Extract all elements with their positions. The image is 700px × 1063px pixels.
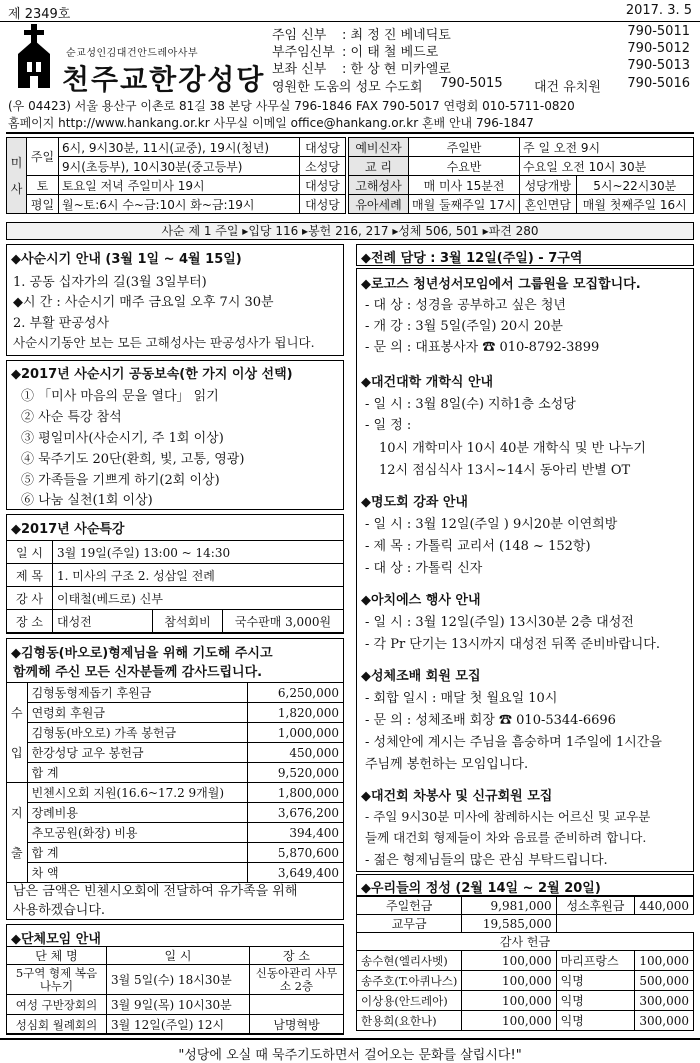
issue-number: 제 2349호	[8, 7, 71, 22]
finance-item: 합 계	[27, 763, 247, 783]
class-name: 수요반	[409, 157, 520, 176]
donor-name: 익명	[556, 971, 635, 991]
field-value: 이태철(베드로) 신부	[53, 587, 344, 610]
schedule-time: 월~토:6시 수~금:10시 화~금:19시	[59, 195, 300, 214]
confession-label: 고해성사	[349, 176, 409, 195]
list-item: ④ 묵주기도 20단(환희, 빛, 고통, 영광)	[21, 452, 245, 467]
field-label: 제 목	[7, 564, 53, 587]
donor-amount: 300,000	[635, 1011, 694, 1031]
group-place: 신동아관리 사무소 2층	[250, 965, 344, 995]
notice-line: - 성체안에 계시는 주님을 흠숭하며 1주일에 1시간을	[365, 735, 662, 750]
notice-title: ◆대건회 차봉사 및 신규회원 모집	[361, 789, 553, 804]
schedule-place: 대성당	[300, 176, 346, 195]
sacrament-schedule	[348, 137, 694, 214]
class-name: 주일반	[409, 138, 520, 157]
notice-line: 들께 대건회 형제들이 차와 음료를 준비하려 합니다.	[365, 830, 647, 845]
baptism-time: 매월 둘째주일 17시	[409, 195, 520, 214]
notice-line: 주님께 봉헌하는 모임입니다.	[365, 757, 529, 772]
class-time: 수요일 오전 10시 30분	[520, 157, 694, 176]
offering-amount: 440,000	[635, 897, 694, 915]
confession-time: 매 미사 15분전	[409, 176, 520, 195]
field-label: 강 사	[7, 587, 53, 610]
notice-line: - 일 정 :	[365, 418, 412, 433]
finance-amount: 1,000,000	[248, 723, 344, 743]
finance-amount: 1,820,000	[248, 703, 344, 723]
baptism-label: 유아세례	[349, 195, 409, 214]
contact-line: 홈페이지 http://www.hankang.or.kr 사무실 이메일 office@hankang.or.kr 혼배 안내 796-1847	[8, 116, 534, 130]
issue-header	[0, 0, 700, 22]
sisters-phone: 790-5015	[440, 76, 503, 91]
section-title: ◆2017년 사순특강	[11, 522, 125, 537]
donor-name: 익명	[556, 1011, 635, 1031]
notice-line: - 문 의 : 대표봉사자 ☎ 010-8792-3899	[365, 340, 600, 355]
catechism-label: 교 리	[349, 157, 409, 176]
list-item: ② 사순 특강 참석	[21, 410, 122, 425]
notice-line: 12시 점심식사 13시~14시 동아리 반별 OT	[379, 463, 631, 478]
notice-title: ◆아치에스 행사 안내	[361, 593, 481, 608]
staff-role: 주임 신부	[272, 28, 327, 43]
offering-section	[356, 874, 694, 896]
catechism-label: 예비신자	[349, 138, 409, 157]
finance-item: 김형동(바오로) 가족 봉헌금	[27, 723, 247, 743]
expense-label: 지출	[7, 783, 28, 883]
notice-line: - 젊은 형제님들의 많은 관심 부탁드립니다.	[365, 853, 608, 868]
mass-label: 미사	[7, 138, 27, 214]
field-label: 장 소	[7, 610, 53, 633]
donor-name: 익명	[556, 991, 635, 1011]
donor-name: 송수현(엘리사벳)	[357, 951, 462, 971]
church-open-label: 성당개방	[520, 176, 576, 195]
schedule-day: 토	[27, 176, 59, 195]
marriage-time: 매월 첫째주일 16시	[576, 195, 693, 214]
schedule-place: 대성당	[300, 195, 346, 214]
donor-amount: 500,000	[635, 971, 694, 991]
finance-item: 한강성당 교우 봉헌금	[27, 743, 247, 763]
kindergarten-name: 대건 유치원	[534, 80, 601, 95]
address-line: (우 04423) 서울 용산구 이촌로 81길 38 본당 사무실 796-1846 FAX 790-5017 연령회 010-5711-0820	[8, 99, 575, 113]
finance-amount: 3,649,400	[248, 863, 344, 883]
notice-line: - 개 강 : 3월 5일(주일) 20시 20분	[365, 319, 563, 334]
field-value: 3월 19일(주일) 13:00 ~ 14:30	[53, 541, 344, 564]
section-title: ◆사순시기 안내 (3월 1일 ~ 4월 15일)	[11, 252, 242, 267]
finance-table	[6, 682, 344, 883]
finance-amount: 450,000	[248, 743, 344, 763]
offering-table	[356, 896, 694, 1031]
divider	[6, 132, 694, 134]
field-label: 일 시	[7, 541, 53, 564]
notice-line: - 일 시 : 3월 12일(주일) 13시30분 2층 대성전	[365, 615, 634, 630]
notice-line: - 대 상 : 가톨릭 신자	[365, 561, 483, 576]
income-label: 수입	[7, 683, 28, 783]
notice-line: - 일 시 : 3월 12일(주일 ) 9시20분 이연희방	[365, 517, 618, 532]
text-line: 사용하겠습니다.	[13, 903, 106, 918]
schedule-day: 평일	[27, 195, 59, 214]
staff-role: 부주임신부	[272, 45, 335, 60]
text-line: 2. 부활 판공성사	[13, 316, 110, 331]
lent-section	[6, 244, 344, 356]
schedule-time: 토요일 저녁 주일미사 19시	[59, 176, 300, 195]
hymn-banner: 사순 제 1 주일 ▸입당 116 ▸봉헌 216, 217 ▸성체 506, 501 ▸파견 280	[6, 222, 694, 240]
offering-amount: 19,585,000	[462, 915, 556, 933]
group-place	[250, 995, 344, 1015]
section-title: ◆전례 담당 : 3월 12일(주일) - 7구역	[361, 251, 583, 266]
notice-line: - 제 목 : 가톨릭 교리서 (148 ~ 152항)	[365, 539, 591, 554]
class-time: 주 일 오전 9시	[520, 138, 694, 157]
lecture-table	[6, 540, 344, 633]
section-title: ◆2017년 사순시기 공동보속(한 가지 이상 선택)	[11, 367, 293, 382]
section-title: ◆우리들의 정성 (2월 14일 ~ 2월 20일)	[361, 881, 601, 896]
schedule-day: 주일	[27, 138, 59, 176]
field-label: 참석회비	[153, 610, 223, 633]
notice-title: ◆로고스 청년성서모임에서 그룹원을 모집합니다.	[361, 277, 641, 292]
column-header: 장 소	[250, 947, 344, 965]
staff-name: : 최 정 진 베네딕토	[342, 28, 451, 43]
notices-section	[356, 268, 694, 872]
kindergarten-phone: 790-5016	[627, 76, 690, 91]
notice-title: ◆대건대학 개학식 안내	[361, 375, 494, 390]
schedule-place: 대성당	[300, 138, 346, 157]
schedule-place: 소성당	[300, 157, 346, 176]
staff-list	[272, 24, 696, 96]
notice-line: - 각 Pr 단기는 13시까지 대성전 뒤쪽 준비바랍니다.	[365, 637, 660, 652]
notice-line: - 주일 9시30분 미사에 참례하시는 어르신 및 교우분	[365, 809, 651, 824]
sisters-name: 영원한 도움의 성모 수도회	[272, 80, 423, 95]
text-line: 남은 금액은 빈첸시오회에 전달하여 유가족을 위해	[13, 884, 298, 899]
offering-label: 교무금	[357, 915, 462, 933]
section-title: ◆단체모임 안내	[11, 932, 101, 947]
group-name: 여성 구반장회의	[7, 995, 107, 1015]
donor-name: 이상용(안드레아)	[357, 991, 462, 1011]
group-time: 3월 9일(목) 10시30분	[107, 995, 250, 1015]
donor-amount: 100,000	[462, 951, 556, 971]
notice-title: ◆성체조배 회원 모집	[361, 669, 481, 684]
issue-date: 2017. 3. 5	[625, 3, 692, 18]
finance-item: 김형동형제돕기 후원금	[27, 683, 247, 703]
finance-amount: 9,520,000	[248, 763, 344, 783]
group-time: 3월 12일(주일) 12시	[107, 1015, 250, 1035]
offering-amount: 9,981,000	[462, 897, 556, 915]
column-header: 단 체 명	[7, 947, 107, 965]
group-name: 성심회 월례회의	[7, 1015, 107, 1035]
finance-amount: 394,400	[248, 823, 344, 843]
finance-amount: 5,870,600	[248, 843, 344, 863]
donor-name: 마리프랑스	[556, 951, 635, 971]
notice-title: ◆명도회 강좌 안내	[361, 495, 468, 510]
text-line: ◆시 간 : 사순시기 매주 금요일 오후 7시 30분	[13, 295, 274, 310]
thanks-offering-label: 감사 헌금	[357, 933, 694, 951]
section-title: ◆김형동(바오로)형제님을 위해 기도해 주시고	[11, 646, 273, 661]
marriage-label: 혼인면담	[520, 195, 576, 214]
staff-phone: 790-5012	[627, 41, 690, 56]
finance-item: 연령회 후원금	[27, 703, 247, 723]
field-value: 국수판매 3,000원	[223, 610, 344, 633]
finance-item: 빈첸시오회 지원(16.6~17.2 9개월)	[27, 783, 247, 803]
donor-amount: 100,000	[462, 991, 556, 1011]
list-item: ⑥ 나눔 실천(1회 이상)	[21, 493, 153, 508]
finance-amount: 6,250,000	[248, 683, 344, 703]
liturgy-section	[356, 244, 694, 266]
group-name: 5구역 형제 복음나누기	[7, 965, 107, 995]
parish-subtitle: 순교성인김대건안드레아사부	[66, 48, 199, 59]
staff-name: : 한 상 현 미카엘로	[342, 62, 451, 77]
donor-name: 송주호(T.아퀴나스)	[357, 971, 462, 991]
field-value: 1. 미사의 구조 2. 성삼일 전례	[53, 564, 344, 587]
offering-label: 주일헌금	[357, 897, 462, 915]
church-logo	[14, 24, 54, 90]
finance-amount: 1,800,000	[248, 783, 344, 803]
staff-role: 보좌 신부	[272, 62, 327, 77]
notice-line: - 대 상 : 성경을 공부하고 싶은 청년	[365, 298, 566, 313]
staff-phone: 790-5013	[627, 58, 690, 73]
group-time: 3월 5일(수) 18시30분	[107, 965, 250, 995]
schedule-time: 6시, 9시30분, 11시(교중), 19시(청년)	[59, 138, 300, 157]
finance-amount: 3,676,200	[248, 803, 344, 823]
penance-section	[6, 360, 344, 510]
donor-amount: 300,000	[635, 991, 694, 1011]
column-header: 일 시	[107, 947, 250, 965]
footer-slogan: "성당에 오실 때 묵주기도하면서 걸어오는 문화를 살립시다!"	[0, 1038, 700, 1063]
schedule-time: 9시(초등부), 10시30분(중고등부)	[59, 157, 300, 176]
donor-amount: 100,000	[462, 971, 556, 991]
notice-line: - 일 시 : 3월 8일(수) 지하1층 소성당	[365, 397, 576, 412]
donor-name: 한용희(요한나)	[357, 1011, 462, 1031]
list-item: ③ 평일미사(사순시기, 주 1회 이상)	[21, 431, 224, 446]
mass-schedule	[6, 137, 346, 214]
notice-line: 10시 개학미사 10시 40분 개학식 및 반 나누기	[379, 441, 646, 456]
section-title: 함께해 주신 모든 신자분들께 감사드립니다.	[13, 665, 263, 680]
parish-name: 천주교한강성당	[62, 63, 266, 96]
staff-name: : 이 태 철 베드로	[342, 45, 439, 60]
finance-item: 합 계	[27, 843, 247, 863]
text-line: 사순시기동안 보는 모든 고해성사는 판공성사가 됩니다.	[13, 335, 315, 350]
finance-item: 차 액	[27, 863, 247, 883]
notice-line: - 회합 일시 : 매달 첫 월요일 10시	[365, 691, 558, 706]
notice-line: - 문 의 : 성체조배 회장 ☎ 010-5344-6696	[365, 713, 616, 728]
finance-item: 추모공원(화장) 비용	[27, 823, 247, 843]
list-item: ⑤ 가족들을 기쁘게 하기(2회 이상)	[21, 473, 220, 488]
donor-amount: 100,000	[635, 951, 694, 971]
donor-amount: 100,000	[462, 1011, 556, 1031]
groups-table	[6, 946, 344, 1035]
offering-label: 성소후원금	[556, 897, 635, 915]
staff-phone: 790-5011	[627, 24, 690, 39]
group-place: 남명혁방	[250, 1015, 344, 1035]
text-line: 1. 공동 십자가의 길(3월 3일부터)	[13, 275, 207, 290]
church-open-time: 5시~22시30분	[576, 176, 693, 195]
finance-item: 장례비용	[27, 803, 247, 823]
list-item: ① 「미사 마음의 문을 열다」 읽기	[21, 389, 219, 404]
field-value: 대성전	[53, 610, 153, 633]
